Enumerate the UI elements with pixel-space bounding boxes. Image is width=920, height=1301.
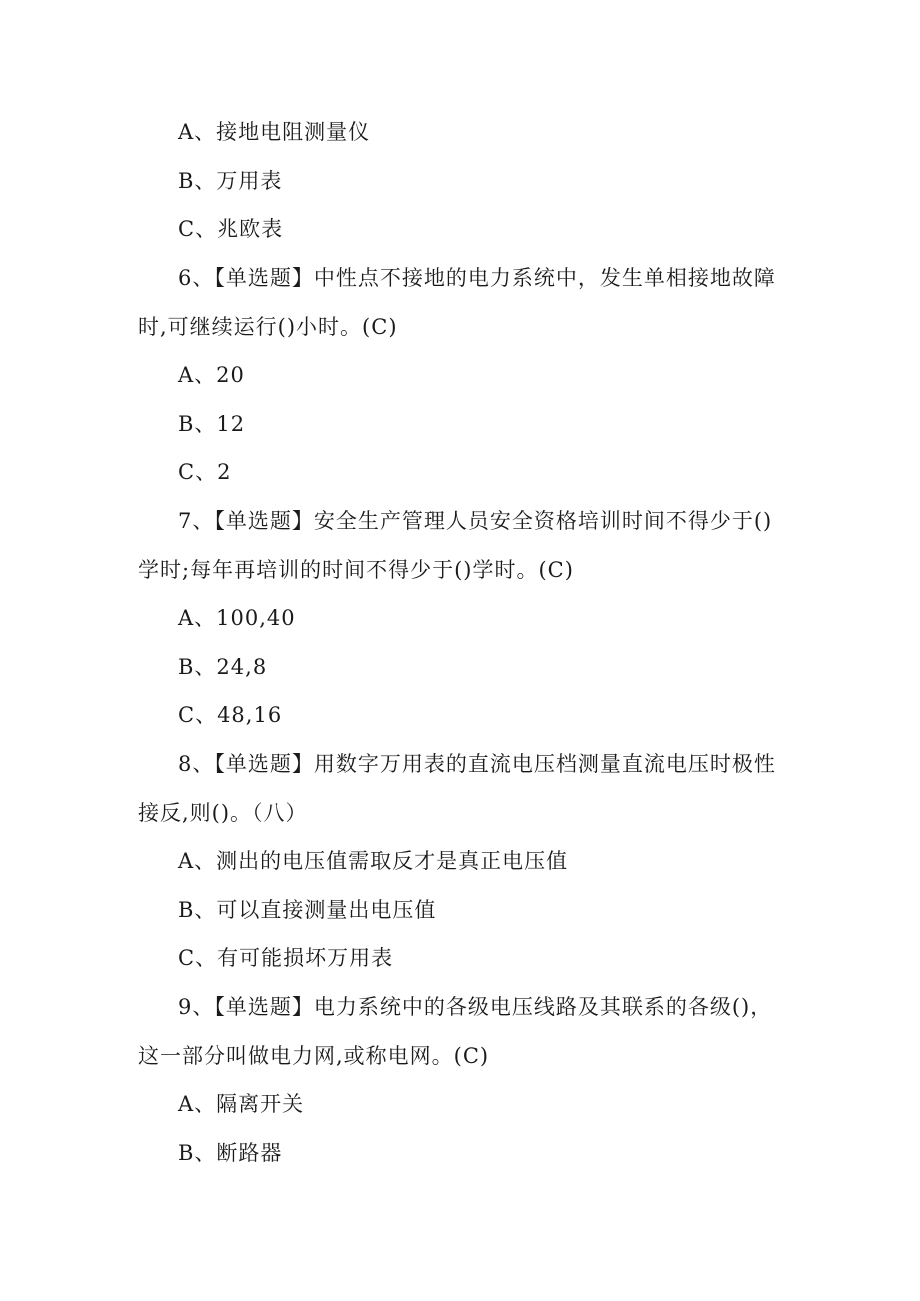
question-9-line-1: 9、【单选题】电力系统中的各级电压线路及其联系的各级()， [178, 995, 773, 1019]
option-9a: A、隔离开关 [178, 1092, 305, 1116]
option-5a: A、接地电阻测量仪 [178, 120, 371, 144]
option-7a: A、100,40 [178, 606, 296, 630]
question-6-line-2: 时,可继续运行()小时。(C) [138, 315, 398, 339]
question-8-line-1: 8、【单选题】用数字万用表的直流电压档测量直流电压时极性 [178, 752, 776, 776]
option-7b: B、24,8 [178, 655, 268, 679]
option-6b: B、12 [178, 412, 246, 436]
question-7-line-1: 7、【单选题】安全生产管理人员安全资格培训时间不得少于() [178, 509, 773, 533]
option-5c: C、兆欧表 [178, 217, 284, 241]
option-5b: B、万用表 [178, 169, 283, 193]
option-8c: C、有可能损坏万用表 [178, 946, 394, 970]
question-8-line-2: 接反,则()。（八） [138, 801, 308, 825]
question-9-line-2: 这一部分叫做电力网,或称电网。(C) [138, 1044, 490, 1068]
option-9b: B、断路器 [178, 1141, 283, 1165]
option-6a: A、20 [178, 363, 245, 387]
question-6-line-1: 6、【单选题】中性点不接地的电力系统中，发生单相接地故障 [178, 266, 776, 290]
option-8b: B、可以直接测量出电压值 [178, 898, 437, 922]
option-7c: C、48,16 [178, 703, 283, 727]
question-7-line-2: 学时;每年再培训的时间不得少于()学时。(C) [138, 558, 574, 582]
option-8a: A、测出的电压值需取反才是真正电压值 [178, 849, 569, 873]
option-6c: C、2 [178, 460, 232, 484]
